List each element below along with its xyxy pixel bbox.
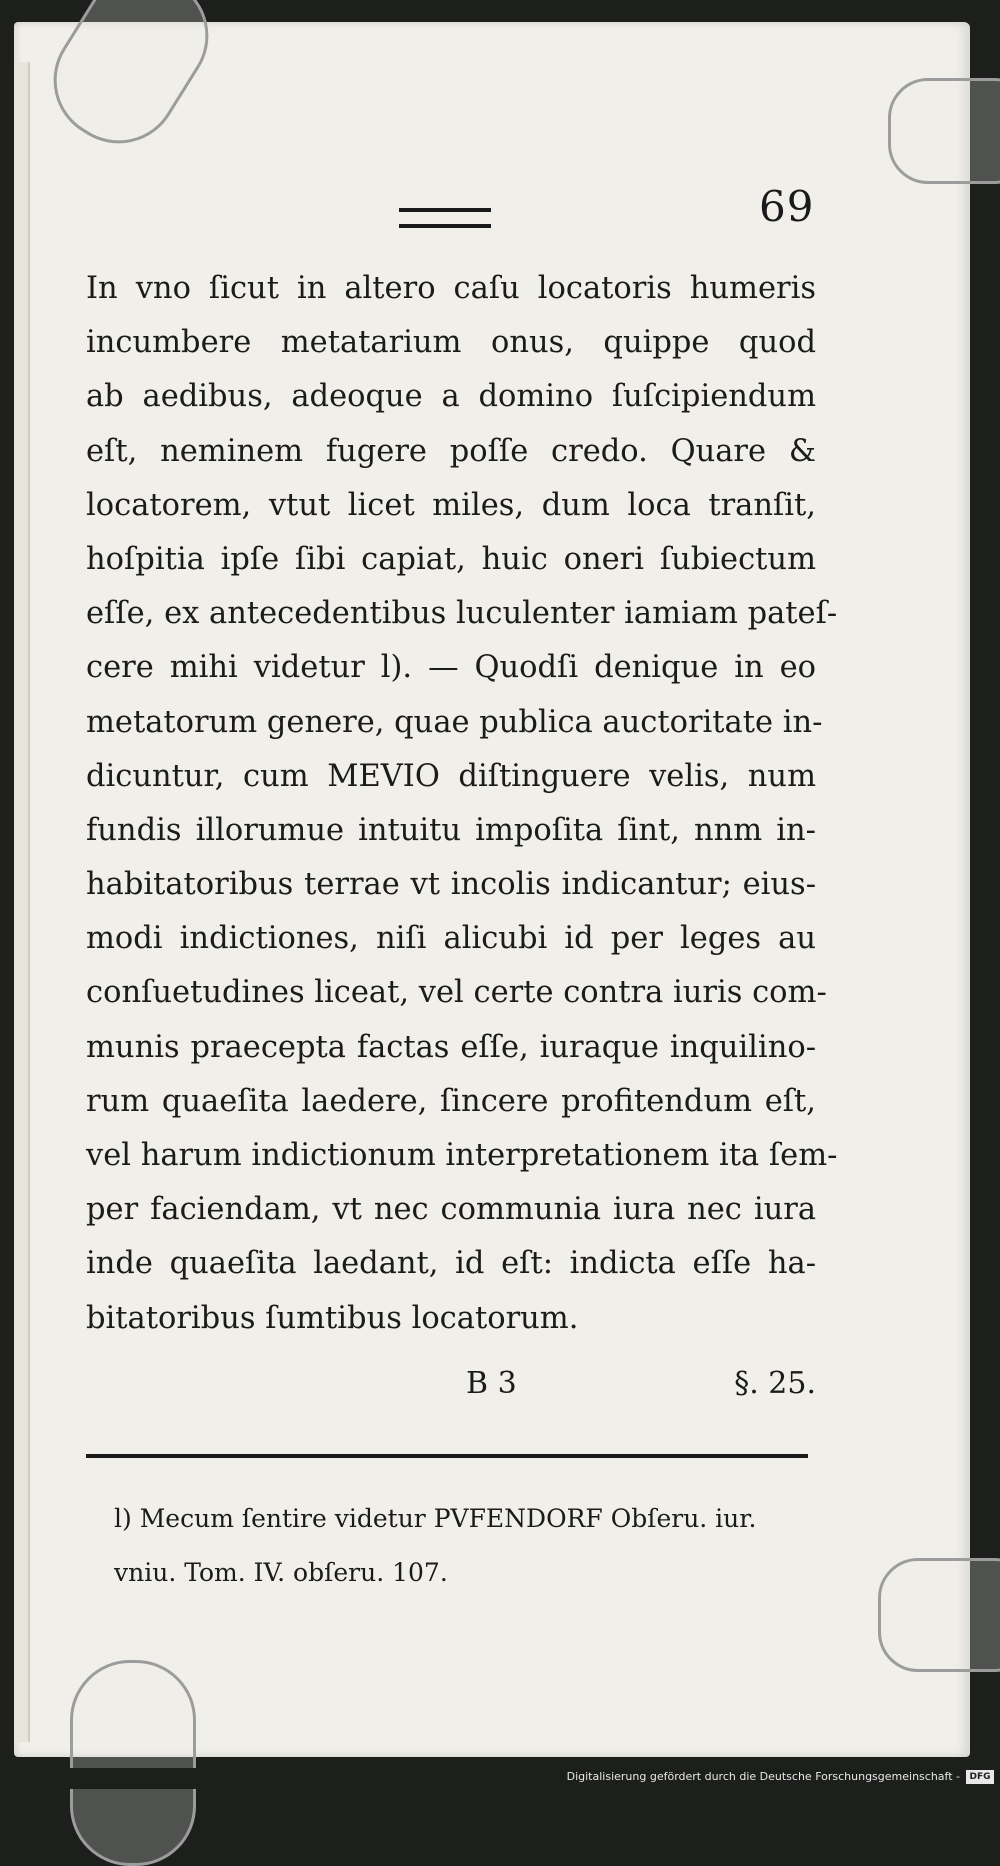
text-line: hoſpitia ipſe ſibi capiat, huic oneri ſubiectum: [86, 541, 816, 577]
footnote-line: vniu. Tom. IV. obſeru. 107.: [114, 1558, 448, 1587]
body-text: [86, 262, 838, 1346]
text-line: vel harum indictionum interpretationem ita ſem-: [86, 1138, 838, 1173]
text-line: incumbere metatarium onus, quippe quod: [86, 325, 816, 361]
footnote: [114, 1492, 814, 1600]
footnote-line: l) Mecum ſentire videtur PVFENDORF Obſeru. iur.: [114, 1504, 757, 1533]
text-line: In vno ſicut in altero caſu locatoris humeris: [86, 271, 816, 306]
signature-mark: B 3: [466, 1366, 517, 1401]
page-clip: [878, 1558, 1000, 1672]
text-line: rum quaeſita laedere, ſincere profitendum eſt,: [86, 1083, 816, 1119]
page-clip: [888, 78, 1000, 184]
text-line: eſſe, ex antecedentibus luculenter iamiam pateſ-: [86, 596, 838, 632]
text-line: habitatoribus terrae vt incolis indicantur; eius-: [86, 867, 816, 903]
footnote-rule: [86, 1454, 808, 1458]
text-line: cere mihi videtur l). — Quodſi denique in eo: [86, 650, 816, 686]
text-line: locatorem, vtut licet miles, dum loca tranſit,: [86, 487, 816, 523]
text-line: modi indictiones, niſi alicubi id per leges au: [86, 921, 816, 957]
signature-line: [86, 1366, 816, 1416]
adjacent-page-edge: [14, 62, 30, 1742]
dfg-logo: DFG: [966, 1770, 994, 1784]
text-line: conſuetudines liceat, vel certe contra iuris com-: [86, 975, 827, 1011]
book-page: [14, 22, 970, 1757]
text-line: per faciendam, vt nec communia iura nec iura: [86, 1192, 816, 1228]
text-line: eſt, neminem fugere poſſe credo. Quare &: [86, 433, 816, 469]
text-line: metatorum genere, quae publica auctoritate in-: [86, 704, 823, 740]
text-line: ab aedibus, adeoque a domino ſuſcipiendum: [86, 379, 816, 415]
header-ornament-rule: [399, 208, 491, 228]
text-line: munis praecepta factas eſſe, iuraque inquilino-: [86, 1029, 816, 1065]
page-clip: [70, 1660, 196, 1866]
text-line: fundis illorumue intuitu impoſita ſint, nnm in-: [86, 812, 816, 848]
catchword: §. 25.: [734, 1366, 816, 1401]
text-line: bitatoribus ſumtibus locatorum.: [86, 1300, 579, 1336]
page-number: 69: [759, 182, 815, 231]
digitization-credit: Digitalisierung gefördert durch die Deutsche Forschungsgemeinschaft -: [566, 1770, 960, 1783]
text-line: inde quaeſita laedant, id eſt: indicta eſſe ha-: [86, 1246, 816, 1282]
text-line: dicuntur, cum MEVIO diſtinguere velis, num: [86, 758, 816, 794]
